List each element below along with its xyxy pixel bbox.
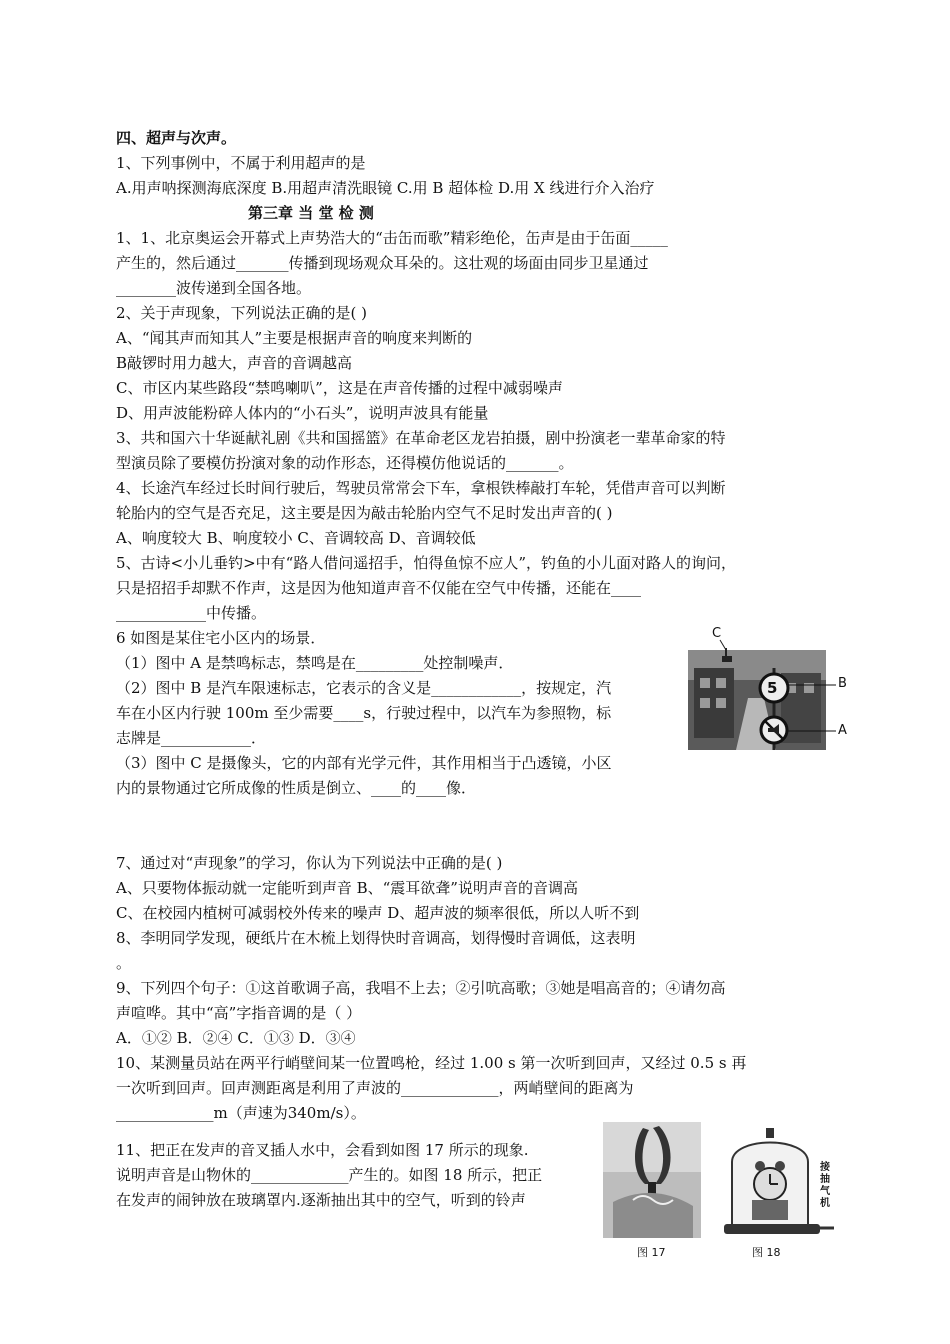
tuning-fork-figure xyxy=(603,1122,703,1264)
text-line: A、响度较大 B、响度较小 C、音调较高 D、音调较低 xyxy=(116,529,476,547)
text-line: 志牌是____________． xyxy=(116,729,267,747)
text-line: C、在校园内植树可减弱校外传来的噪声 D、超声波的频率很低，所以人听不到 xyxy=(116,904,640,922)
text-line: 轮胎内的空气是否充足，这主要是因为敲击轮胎内空气不足时发出声音的( ) xyxy=(116,504,613,522)
text-line: A．①② B．②④ C．①③ D．③④ xyxy=(116,1029,356,1047)
residential-scene-figure xyxy=(686,628,856,758)
text-line: 只是招招手却默不作声，这是因为他知道声音不仅能在空气中传播，还能在____ xyxy=(116,579,642,597)
text-line: 内的景物通过它所成像的性质是倒立、____的____像． xyxy=(116,779,477,797)
text-line: 型演员除了要模仿扮演对象的动作形态，还得模仿他说话的_______。 xyxy=(116,454,574,472)
text-line: A、只要物体振动就一定能听到声音 B、“震耳欲聋”说明声音的音调高 xyxy=(116,879,578,897)
figure-18-caption: 图 18 xyxy=(752,1246,781,1259)
question-1-options: A.用声呐探测海底深度 B.用超声清洗眼镜 C.用 B 超体检 D.用 X 线进行介入治疗 xyxy=(116,179,655,197)
text-line: 在发声的闹钟放在玻璃罩内.逐渐抽出其中的空气，听到的铃声 xyxy=(116,1191,526,1209)
figure-17-caption: 图 17 xyxy=(637,1246,666,1259)
text-line: 7、通过对“声现象”的学习，你认为下列说法中正确的是( ) xyxy=(116,854,503,872)
text-line: 2、关于声现象，下列说法正确的是( ) xyxy=(116,304,368,322)
text-line: 10、某测量员站在两平行峭壁间某一位置鸣枪，经过 1.00 s 第一次听到回声，又经过 0.5 s 再 xyxy=(116,1054,747,1072)
text-line: （1）图中 A 是禁鸣标志，禁鸣是在_________处控制噪声． xyxy=(116,654,514,672)
text-line: 产生的，然后通过_______传播到现场观众耳朵的。这壮观的场面由同步卫星通过 xyxy=(116,254,649,272)
text-line: ________波传递到全国各地。 xyxy=(116,279,312,297)
section-title: 四、超声与次声。 xyxy=(116,129,237,147)
pump-label: 接抽气机 xyxy=(820,1162,830,1209)
text-line: B敲锣时用力越大，声音的音调越高 xyxy=(116,354,353,372)
text-line: 8、李明同学发现，硬纸片在木梳上划得快时音调高，划得慢时音调低，这表明 xyxy=(116,929,636,947)
label-a: A xyxy=(838,723,847,738)
text-line: 6 如图是某住宅小区内的场景． xyxy=(116,629,326,647)
text-line: 9、下列四个句子：①这首歌调子高，我唱不上去；②引吭高歌；③她是唱高音的；④请勿高 xyxy=(116,979,726,997)
text-line: _____________m（声速为340m/s）。 xyxy=(116,1104,366,1122)
text-line: 5、古诗<小儿垂钓>中有“路人借问遥招手，怕得鱼惊不应人”，钓鱼的小儿面对路人的询问， xyxy=(116,554,737,572)
text-line: （2）图中 B 是汽车限速标志，它表示的含义是____________，按规定，汽 xyxy=(116,679,612,697)
label-c: C xyxy=(712,626,722,641)
text-line: ____________中传播。 xyxy=(116,604,267,622)
text-line: 4、长途汽车经过长时间行驶后，驾驶员常常会下车，拿根铁棒敲打车轮，凭借声音可以判断 xyxy=(116,479,726,497)
text-line: 车在小区内行驶 100m 至少需要____s，行驶过程中，以汽车为参照物，标 xyxy=(116,704,612,722)
text-line: 。 xyxy=(116,954,132,972)
text-line: 3、共和国六十华诞献礼剧《共和国摇篮》在革命老区龙岩拍摄，剧中扮演老一辈革命家的特 xyxy=(116,429,726,447)
text-line: 一次听到回声。回声测距离是利用了声波的_____________，两峭壁间的距离为 xyxy=(116,1079,634,1097)
text-line: （3）图中 C 是摄像头，它的内部有光学元件，其作用相当于凸透镜，小区 xyxy=(116,754,612,772)
bell-jar-figure xyxy=(722,1122,840,1264)
text-line: 说明声音是山物休的_____________产生的。如图 18 所示，把正 xyxy=(116,1166,543,1184)
speed-limit-value: 5 xyxy=(767,679,778,697)
label-b: B xyxy=(838,676,847,691)
question-1-stem: 1、下列事例中，不属于利用超声的是 xyxy=(116,154,366,172)
text-line: 声喧哗。其中“高”字指音调的是（ ） xyxy=(116,1004,362,1022)
text-line: 1、1、北京奥运会开幕式上声势浩大的“击缶而歌”精彩绝伦，缶声是由于缶面_____ xyxy=(116,229,668,247)
text-line: 11、把正在发声的音叉插人水中，会看到如图 17 所示的现象. xyxy=(116,1141,529,1159)
chapter-title: 第三章 当 堂 检 测 xyxy=(248,204,374,222)
text-line: C、市区内某些路段“禁鸣喇叭”，这是在声音传播的过程中减弱噪声 xyxy=(116,379,563,397)
text-line: D、用声波能粉碎人体内的“小石头”，说明声波具有能量 xyxy=(116,404,489,422)
text-line: A、“闻其声而知其人”主要是根据声音的响度来判断的 xyxy=(116,329,473,347)
